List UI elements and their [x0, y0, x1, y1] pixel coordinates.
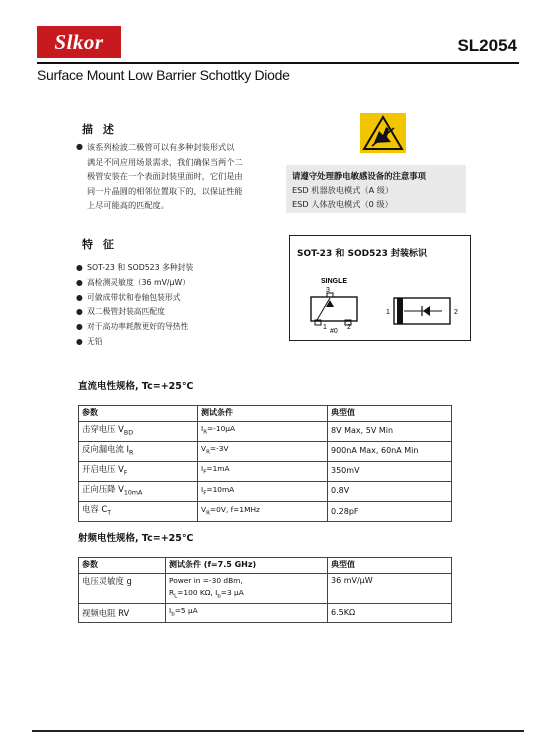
table-cell: 击穿电压 $V_{BD}$: [79, 421, 198, 441]
part-number: SL2054: [457, 36, 517, 55]
header-cell: 典型值: [328, 558, 452, 574]
header-divider: [37, 62, 519, 64]
list-item: ● 可做成带状和卷轴包装形式: [87, 291, 193, 306]
table-cell: 反向漏电流 $I_R$: [79, 441, 198, 461]
marking-code: #0: [330, 328, 338, 335]
esd-warning-icon: [360, 113, 406, 153]
company-logo: Slkor: [37, 26, 121, 58]
pin2-label: 2: [347, 324, 351, 331]
table-cell: 350mV: [328, 461, 452, 481]
table-cell: 6.5KΩ: [328, 603, 452, 622]
table-cell: 视频电阻 RV: [79, 603, 166, 622]
test-condition-line: Power in =-30 dBm,: [169, 575, 243, 585]
table-cell: 正向压降 $V_{10mA}$: [79, 482, 198, 502]
description-text: [76, 140, 277, 213]
sod-pin2-label: 2: [454, 309, 458, 316]
bullet-icon: ●: [76, 292, 83, 302]
table-row: [79, 461, 452, 481]
sot23-body: [311, 297, 357, 321]
bullet-icon: ●: [76, 322, 83, 332]
bullet-icon: ●: [76, 277, 83, 287]
table-row: [79, 441, 452, 461]
table-cell: $I_R=-10\mu A$: [198, 421, 328, 441]
table-cell: [166, 573, 328, 603]
list-item: ● SOT-23 和 SOD523 多种封装: [87, 261, 193, 276]
table-header-row: [79, 558, 452, 574]
rf-spec-table: [78, 557, 452, 623]
esd-machine-model: ESD 机器放电模式（A 级）: [292, 185, 394, 195]
footer-divider: [32, 730, 524, 732]
description-line: 上尽可能高的匹配度。: [87, 200, 169, 211]
sod-pin1-label: 1: [386, 309, 390, 316]
list-item: ● 高检测灵敏度（36 mV/μW）: [87, 276, 193, 291]
single-label: SINGLE: [321, 278, 348, 285]
table-cell: $V_R=0V$, f=1MHz: [198, 502, 328, 522]
sod523-cathode-band: [397, 298, 403, 324]
package-diagram: [290, 236, 472, 342]
table-cell: $V_R=-3V$: [198, 441, 328, 461]
table-cell: 36 mV/μW: [328, 573, 452, 603]
rf-spec-title: 射频电性规格, Tc=+25℃: [78, 533, 194, 544]
bullet-icon: ●: [76, 142, 83, 151]
list-item: ● 对于高功率耗散更好的导热性: [87, 320, 193, 335]
header-cell: 测试条件: [198, 406, 328, 422]
bullet-icon: ●: [76, 263, 83, 272]
bullet-icon: ●: [76, 307, 83, 317]
table-row: [79, 603, 452, 622]
features-list: [76, 261, 194, 350]
header-cell: 典型值: [328, 406, 452, 422]
pin3-label: 3: [326, 287, 330, 294]
description-line: 满足不同应用场景需求，我们确保当两个二: [87, 156, 243, 167]
list-item: ● 无铅: [87, 335, 193, 350]
pin1-label: 1: [323, 324, 327, 331]
test-condition-line: $R_L=100$ KΩ, $I_b=3$ μA: [169, 587, 244, 599]
esd-notice-title: 请遵守处理静电敏感设备的注意事项: [292, 171, 426, 181]
table-cell: 电压灵敏度 g: [79, 573, 166, 603]
description-line: 极管安装在一个表面封装里面时，它们是由: [87, 171, 243, 182]
table-row: [79, 421, 452, 441]
description-heading: 描 述: [82, 123, 117, 136]
features-heading: 特 征: [82, 238, 117, 251]
table-cell: 0.8V: [328, 482, 452, 502]
dc-spec-table: [78, 405, 452, 522]
table-cell: 900nA Max, 60nA Min: [328, 441, 452, 461]
package-marking-box: [289, 235, 471, 341]
document-title: Surface Mount Low Barrier Schottky Diode: [37, 67, 290, 83]
table-cell: 0.28pF: [328, 502, 452, 522]
description-line: 该系列检波二极管可以有多种封装形式以: [87, 142, 235, 152]
table-row: [79, 482, 452, 502]
table-row: [79, 502, 452, 522]
table-row: [79, 573, 452, 603]
list-item: ● 双二极管封装高匹配度: [87, 305, 193, 320]
header-cell: 参数: [79, 558, 166, 574]
table-cell: 8V Max, 5V Min: [328, 421, 452, 441]
table-cell: 电容 $C_T$: [79, 502, 198, 522]
header-cell: 测试条件 (f=7.5 GHz): [166, 558, 328, 574]
esd-human-body-model: ESD 人体放电模式（0 级）: [292, 199, 393, 209]
bullet-icon: ●: [76, 336, 83, 346]
description-line: 同一片晶圆的相邻位置取下的，以保证性能: [87, 185, 243, 196]
table-cell: $I_F=10mA$: [198, 482, 328, 502]
table-cell: $I_F=1mA$: [198, 461, 328, 481]
table-cell: $I_b=5$ μA: [166, 603, 328, 622]
header-cell: 参数: [79, 406, 198, 422]
table-cell: 开启电压 $V_F$: [79, 461, 198, 481]
esd-notice-box: [286, 165, 466, 213]
table-header-row: [79, 406, 452, 422]
package-marking-title: SOT-23 和 SOD523 封装标识: [297, 249, 427, 259]
dc-spec-title: 直流电性规格, Tc=+25℃: [78, 381, 194, 392]
